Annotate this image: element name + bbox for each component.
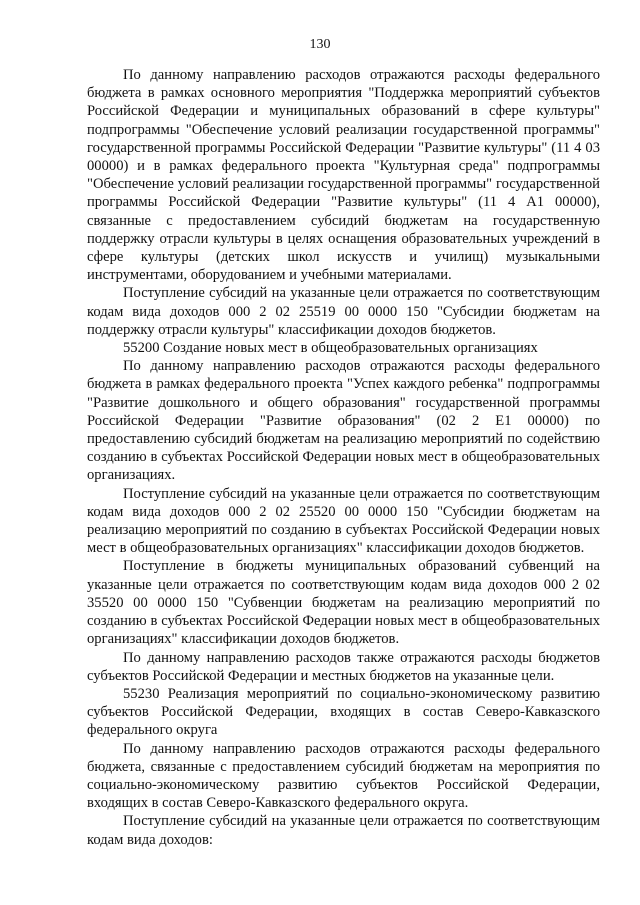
paragraph: По данному направлению расходов отражаются расходы федерального бюджета в рамках федерального проекта "Успех каждого ребенка" подпрограммы "Развитие дошкольного и общего образования" государственной программы Российской Федерации "Развитие образования" (02 2 Е1 00000) по предоставлению субсидий бюджетам на реализацию мероприятий по содействию созданию в субъектах Российской Федерации новых мест в общеобразовательных организациях. (87, 358, 600, 484)
document-body (87, 66, 600, 849)
paragraph: Поступление в бюджеты муниципальных образований субвенций на указанные цели отражается по соответствующим кодам вида доходов 000 2 02 35520 00 0000 150 "Субвенции бюджетам на реализацию мероприятий по созданию в субъектах Российской Федерации новых мест в общеобразовательных организациях" классификации доходов бюджетов. (87, 558, 600, 648)
section-heading: 55200 Создание новых мест в общеобразовательных организациях (123, 340, 538, 357)
paragraph: По данному направлению расходов отражаются расходы федерального бюджета в рамках основного мероприятия "Поддержка мероприятий субъектов Российской Федерации и муниципальных образований в сфере культуры" подпрограммы "Обеспечение условий реализации государственной программы" государственной программы Российской Федерации "Развитие культуры" (11 4 03 00000) и в рамках федерального проекта "Культурная среда" подпрограммы "Обеспечение условий реализации государственной программы" государственной программы Российской Федерации "Развитие культуры" (11 4 А1 00000), связанные с предоставлением субсидий бюджетам на государственную поддержку отрасли культуры в целях оснащения образовательных учреждений в сфере культуры (детских школ искусств и училищ) музыкальными инструментами, оборудованием и учебными материалами. (87, 67, 600, 284)
paragraph: Поступление субсидий на указанные цели отражается по соответствующим кодам вида доходов 000 2 02 25520 00 0000 150 "Субсидии бюджетам на реализацию мероприятий по созданию в субъектах Российской Федерации новых мест в общеобразовательных организациях" классификации доходов бюджетов. (87, 485, 600, 557)
paragraph: По данному направлению расходов отражаются расходы федерального бюджета, связанные с предоставлением субсидий бюджетам на мероприятия по социально-экономическому развитию субъектов Российской Федерации, входящих в состав Северо-Кавказского федерального округа. (87, 740, 600, 812)
section-heading: 55230 Реализация мероприятий по социально-экономическому развитию субъектов Российской Федерации, входящих в состав Северо-Кавказского федерального округа (87, 685, 600, 739)
paragraph: Поступление субсидий на указанные цели отражается по соответствующим кодам вида доходов: (87, 813, 600, 848)
page-number: 130 (309, 37, 331, 52)
paragraph: По данному направлению расходов также отражаются расходы бюджетов субъектов Российской Федерации и местных бюджетов на указанные цели. (87, 649, 600, 684)
paragraph: Поступление субсидий на указанные цели отражается по соответствующим кодам вида доходов 000 2 02 25519 00 0000 150 "Субсидии бюджетам на поддержку отрасли культуры" классификации доходов бюджетов. (87, 285, 600, 338)
